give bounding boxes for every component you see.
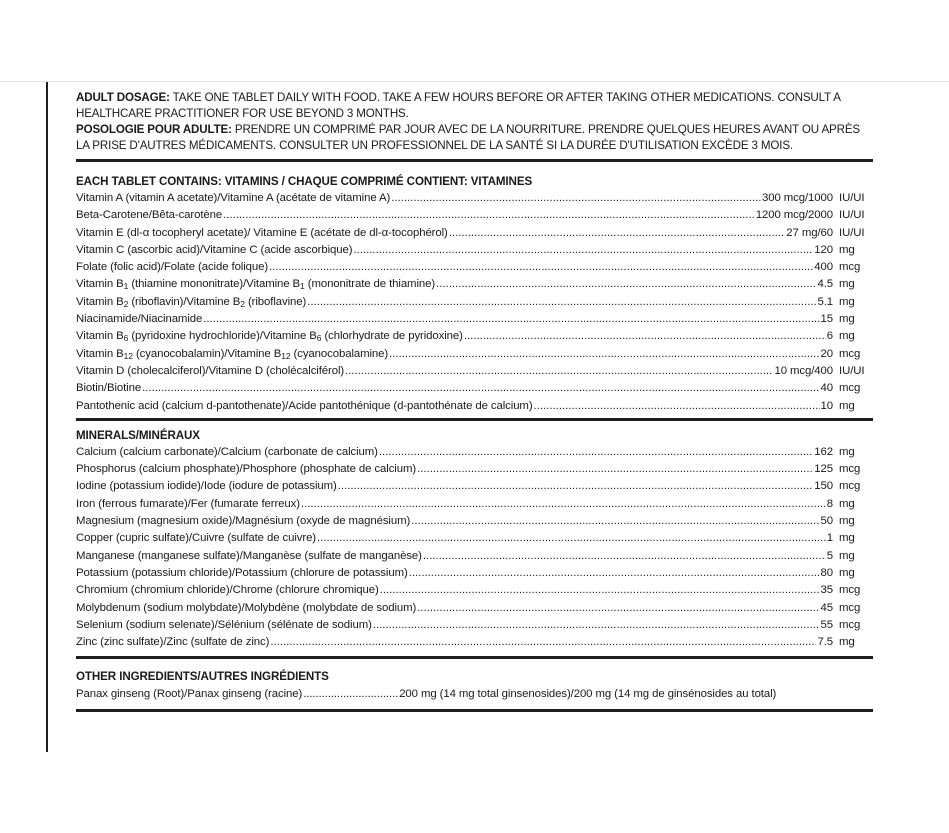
ingredient-amount: 35	[820, 584, 833, 597]
ingredient-row	[76, 363, 873, 380]
dot-leader	[423, 548, 826, 565]
ingredient-name: Zinc (zinc sulfate)/Zinc (sulfate de zinc)	[76, 636, 270, 649]
ingredient-unit: IU/UI	[839, 192, 865, 204]
ingredient-row	[76, 634, 873, 651]
dosage-french-text: PRENDRE UN COMPRIMÉ PAR JOUR AVEC DE LA NOURRITURE. PRENDRE QUELQUES HEURES AVANT OU APRÈS LA PRISE D'AUTRES MÉDICAMENTS. CONSULTER UN PROFESSIONNEL DE LA SANTÉ SI LA DURÉE D'UTILISATION EXCÈDE 3 MOIS.	[76, 123, 861, 152]
ingredient-unit: mg	[839, 532, 855, 545]
ingredient-amount: 125	[814, 463, 833, 476]
ingredient-name: Pantothenic acid (calcium d-pantothenate)/Acide pantothénique (d-pantothénate de calcium)	[76, 399, 533, 412]
dot-leader	[307, 294, 816, 311]
ingredient-row	[76, 346, 873, 363]
ingredient-row	[76, 242, 873, 259]
dot-leader	[270, 634, 816, 651]
left-border-bar	[46, 82, 48, 752]
dot-leader	[464, 328, 826, 345]
dot-leader	[203, 311, 819, 328]
dot-leader	[303, 685, 398, 703]
ingredient-name: Vitamin $B_1$ (thiamine mononitrate)/Vitamine $B_1$ (mononitrate de thiamine)	[76, 278, 436, 292]
ingredient-name: Phosphorus (calcium phosphate)/Phosphore (phosphate de calcium)	[76, 463, 417, 476]
section-divider	[76, 418, 873, 421]
ingredient-name: Vitamin A (vitamin A acetate)/Vitamine A (acétate de vitamine A)	[76, 192, 391, 204]
ingredient-unit: IU/UI	[839, 226, 865, 239]
ingredient-row	[76, 617, 873, 634]
ingredient-amount: 40	[820, 382, 833, 395]
dot-leader	[389, 346, 819, 363]
ingredient-unit: IU/UI	[839, 364, 865, 377]
dot-leader	[353, 242, 813, 259]
dosage-french	[76, 122, 873, 154]
ingredient-row	[76, 276, 873, 293]
ingredient-amount: 10 mcg/400	[774, 364, 833, 377]
ingredient-name: Potassium (potassium chloride)/Potassium (chlorure de potassium)	[76, 566, 408, 579]
ingredient-amount: 10	[820, 399, 833, 412]
ingredient-unit: mcg	[839, 480, 861, 493]
ingredient-amount: 1	[826, 532, 833, 545]
ingredient-unit: mg	[839, 636, 855, 649]
ingredient-unit: mg	[839, 515, 855, 528]
dot-leader	[417, 461, 813, 478]
ingredient-row	[76, 444, 873, 461]
dot-leader	[417, 600, 819, 617]
ingredient-amount: 7.5	[817, 636, 833, 649]
ingredient-row	[76, 582, 873, 599]
ingredient-row	[76, 225, 873, 242]
minerals-list	[76, 444, 873, 652]
ingredient-amount: 6	[826, 330, 833, 343]
dot-leader	[317, 530, 826, 547]
ingredient-name: Vitamin C (ascorbic acid)/Vitamine C (acide ascorbique)	[76, 243, 353, 256]
ingredient-unit: mcg	[839, 618, 861, 631]
ingredient-unit: mcg	[839, 382, 861, 395]
ingredient-row	[76, 513, 873, 530]
ingredient-row	[76, 380, 873, 397]
other-ingredient-row	[76, 685, 873, 703]
top-divider	[0, 81, 949, 82]
ingredient-amount: 5	[826, 549, 833, 562]
dot-leader	[436, 276, 816, 293]
ingredient-amount: 55	[820, 618, 833, 631]
ingredient-unit: mg	[839, 295, 855, 308]
ingredient-row	[76, 328, 873, 345]
ingredient-amount: 400	[814, 261, 833, 274]
vitamins-heading: EACH TABLET CONTAINS: VITAMINS / CHAQUE COMPRIMÉ CONTIENT: VITAMINES	[76, 175, 533, 188]
section-divider	[76, 709, 873, 712]
ingredient-unit: mg	[839, 445, 855, 458]
ingredient-row	[76, 478, 873, 495]
ingredient-row	[76, 207, 873, 224]
ingredient-row	[76, 398, 873, 415]
ingredient-row	[76, 190, 873, 207]
dot-leader	[449, 225, 786, 242]
ingredient-name: Iron (ferrous fumarate)/Fer (fumarate ferreux)	[76, 497, 300, 510]
ingredient-amount: 300 mcg/1000	[762, 192, 833, 204]
ingredient-name: Biotin/Biotine	[76, 382, 142, 395]
ingredient-row	[76, 530, 873, 547]
ingredient-row	[76, 294, 873, 311]
dot-leader	[391, 190, 761, 207]
ingredient-amount: 50	[820, 515, 833, 528]
ingredient-name: Vitamin $B_6$ (pyridoxine hydrochloride)/Vitamine $B_6$ (chlorhydrate de pyridoxine)	[76, 330, 463, 344]
ingredient-unit: mcg	[839, 463, 861, 476]
ingredient-amount: 27 mg/60	[786, 226, 833, 239]
ingredient-unit: mg	[839, 497, 855, 510]
ingredient-unit: mcg	[839, 584, 861, 597]
dot-leader	[380, 582, 820, 599]
ingredient-amount: 120	[814, 243, 833, 256]
ingredient-row	[76, 311, 873, 328]
section-divider	[76, 159, 873, 162]
dot-leader	[345, 363, 773, 380]
ingredient-unit: mg	[839, 278, 855, 291]
dot-leader	[223, 207, 755, 224]
dot-leader	[338, 478, 814, 495]
ingredient-name: Vitamin $B_2$ (riboflavin)/Vitamine $B_2$ (riboflavine)	[76, 295, 307, 309]
dot-leader	[373, 617, 820, 634]
ingredient-amount: 45	[820, 601, 833, 614]
ingredient-row	[76, 600, 873, 617]
ingredient-amount: 5.1	[817, 295, 833, 308]
ingredient-unit: mg	[839, 549, 855, 562]
dot-leader	[534, 398, 820, 415]
ingredient-unit: mcg	[839, 601, 861, 614]
ingredient-name: Folate (folic acid)/Folate (acide folique)	[76, 261, 269, 274]
other-ingredient-name: Panax ginseng (Root)/Panax ginseng (racine)	[76, 688, 303, 701]
dot-leader	[411, 513, 819, 530]
ingredient-name: Iodine (potassium iodide)/Iode (iodure de potassium)	[76, 480, 337, 493]
other-ingredient-value: 200 mg (14 mg total ginsenosides)/200 mg (14 mg de ginsénosides au total)	[399, 688, 777, 701]
ingredient-unit: mg	[839, 243, 855, 256]
dosage-french-label: POSOLOGIE POUR ADULTE:	[76, 123, 232, 136]
dosage-instructions	[76, 90, 873, 159]
ingredient-row	[76, 565, 873, 582]
ingredient-amount: 4.5	[817, 278, 833, 291]
ingredient-unit: mg	[839, 566, 855, 579]
ingredient-name: Vitamin E (dl-α tocopheryl acetate)/ Vitamine E (acétate de dl-α-tocophérol)	[76, 226, 448, 239]
ingredient-name: Chromium (chromium chloride)/Chrome (chlorure chromique)	[76, 584, 379, 597]
dot-leader	[379, 444, 813, 461]
supplement-facts-panel	[76, 90, 873, 712]
section-divider	[76, 656, 873, 659]
ingredient-name: Beta-Carotene/Bêta-carotène	[76, 209, 223, 222]
ingredient-amount: 20	[820, 347, 833, 360]
ingredient-name: Molybdenum (sodium molybdate)/Molybdène (molybdate de sodium)	[76, 601, 417, 614]
dot-leader	[142, 380, 819, 397]
ingredient-unit: mg	[839, 313, 855, 326]
ingredient-name: Niacinamide/Niacinamide	[76, 313, 203, 326]
ingredient-name: Vitamin D (cholecalciferol)/Vitamine D (cholécalciférol)	[76, 364, 345, 377]
dosage-english	[76, 90, 873, 122]
ingredient-name: Magnesium (magnesium oxide)/Magnésium (oxyde de magnésium)	[76, 515, 411, 528]
ingredient-unit: mcg	[839, 347, 861, 360]
other-ingredients-heading: OTHER INGREDIENTS/AUTRES INGRÉDIENTS	[76, 670, 329, 684]
ingredient-amount: 162	[814, 445, 833, 458]
ingredient-amount: 80	[820, 566, 833, 579]
dosage-english-label: ADULT DOSAGE:	[76, 91, 170, 104]
ingredient-name: Copper (cupric sulfate)/Cuivre (sulfate de cuivre)	[76, 532, 316, 545]
ingredient-name: Vitamin $B_{12}$ (cyanocobalamin)/Vitamine $B_{12}$ (cyanocobalamine)	[76, 347, 389, 361]
ingredient-row	[76, 461, 873, 478]
ingredient-unit: IU/UI	[839, 209, 865, 222]
ingredient-amount: 150	[814, 480, 833, 493]
dot-leader	[269, 259, 813, 276]
dot-leader	[301, 496, 826, 513]
ingredient-amount: 8	[826, 497, 833, 510]
vitamins-list	[76, 190, 873, 415]
ingredient-row	[76, 548, 873, 565]
ingredient-amount: 15	[820, 313, 833, 326]
ingredient-name: Manganese (manganese sulfate)/Manganèse (sulfate de manganèse)	[76, 549, 422, 562]
ingredient-unit: mg	[839, 399, 855, 412]
ingredient-row	[76, 259, 873, 276]
dot-leader	[409, 565, 820, 582]
minerals-heading: MINERALS/MINÉRAUX	[76, 428, 200, 442]
ingredient-unit: mg	[839, 330, 855, 343]
ingredient-unit: mcg	[839, 261, 861, 274]
ingredient-name: Calcium (calcium carbonate)/Calcium (carbonate de calcium)	[76, 445, 378, 458]
dosage-english-text: TAKE ONE TABLET DAILY WITH FOOD. TAKE A FEW HOURS BEFORE OR AFTER TAKING OTHER MEDICATIONS. CONSULT A HEALTHCARE PRACTITIONER FOR USE BEYOND 3 MONTHS.	[76, 91, 841, 120]
ingredient-amount: 1200 mcg/2000	[755, 209, 833, 222]
ingredient-row	[76, 496, 873, 513]
ingredient-name: Selenium (sodium selenate)/Sélénium (sélénate de sodium)	[76, 618, 372, 631]
